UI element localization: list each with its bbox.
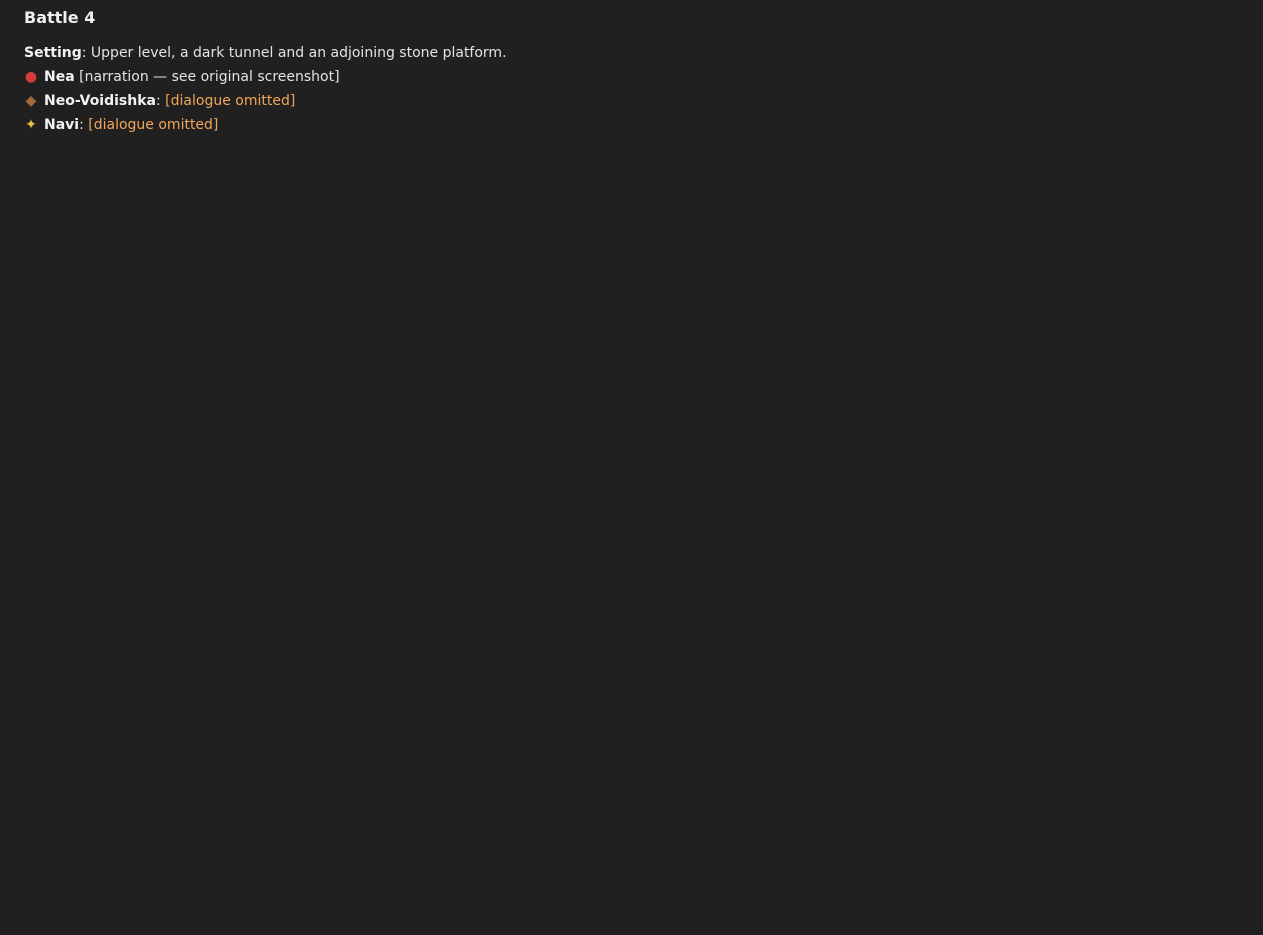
line-1: ● Nea [narration — see original screenshot]: [24, 66, 1241, 88]
line-0: Setting: Upper level, a dark tunnel and an adjoining stone platform.: [24, 45, 507, 61]
blood-drop-icon: ●: [24, 69, 38, 85]
monkey-icon: ◆: [25, 93, 37, 109]
line-3: ✦ Navi: [dialogue omitted]: [24, 114, 1241, 136]
fairy-icon: ✦: [25, 117, 37, 133]
battle-title: Battle 4: [24, 8, 96, 27]
story-log: [0, 0, 1263, 136]
line-2: ◆ Neo-Voidishka: [dialogue omitted]: [24, 90, 1241, 112]
